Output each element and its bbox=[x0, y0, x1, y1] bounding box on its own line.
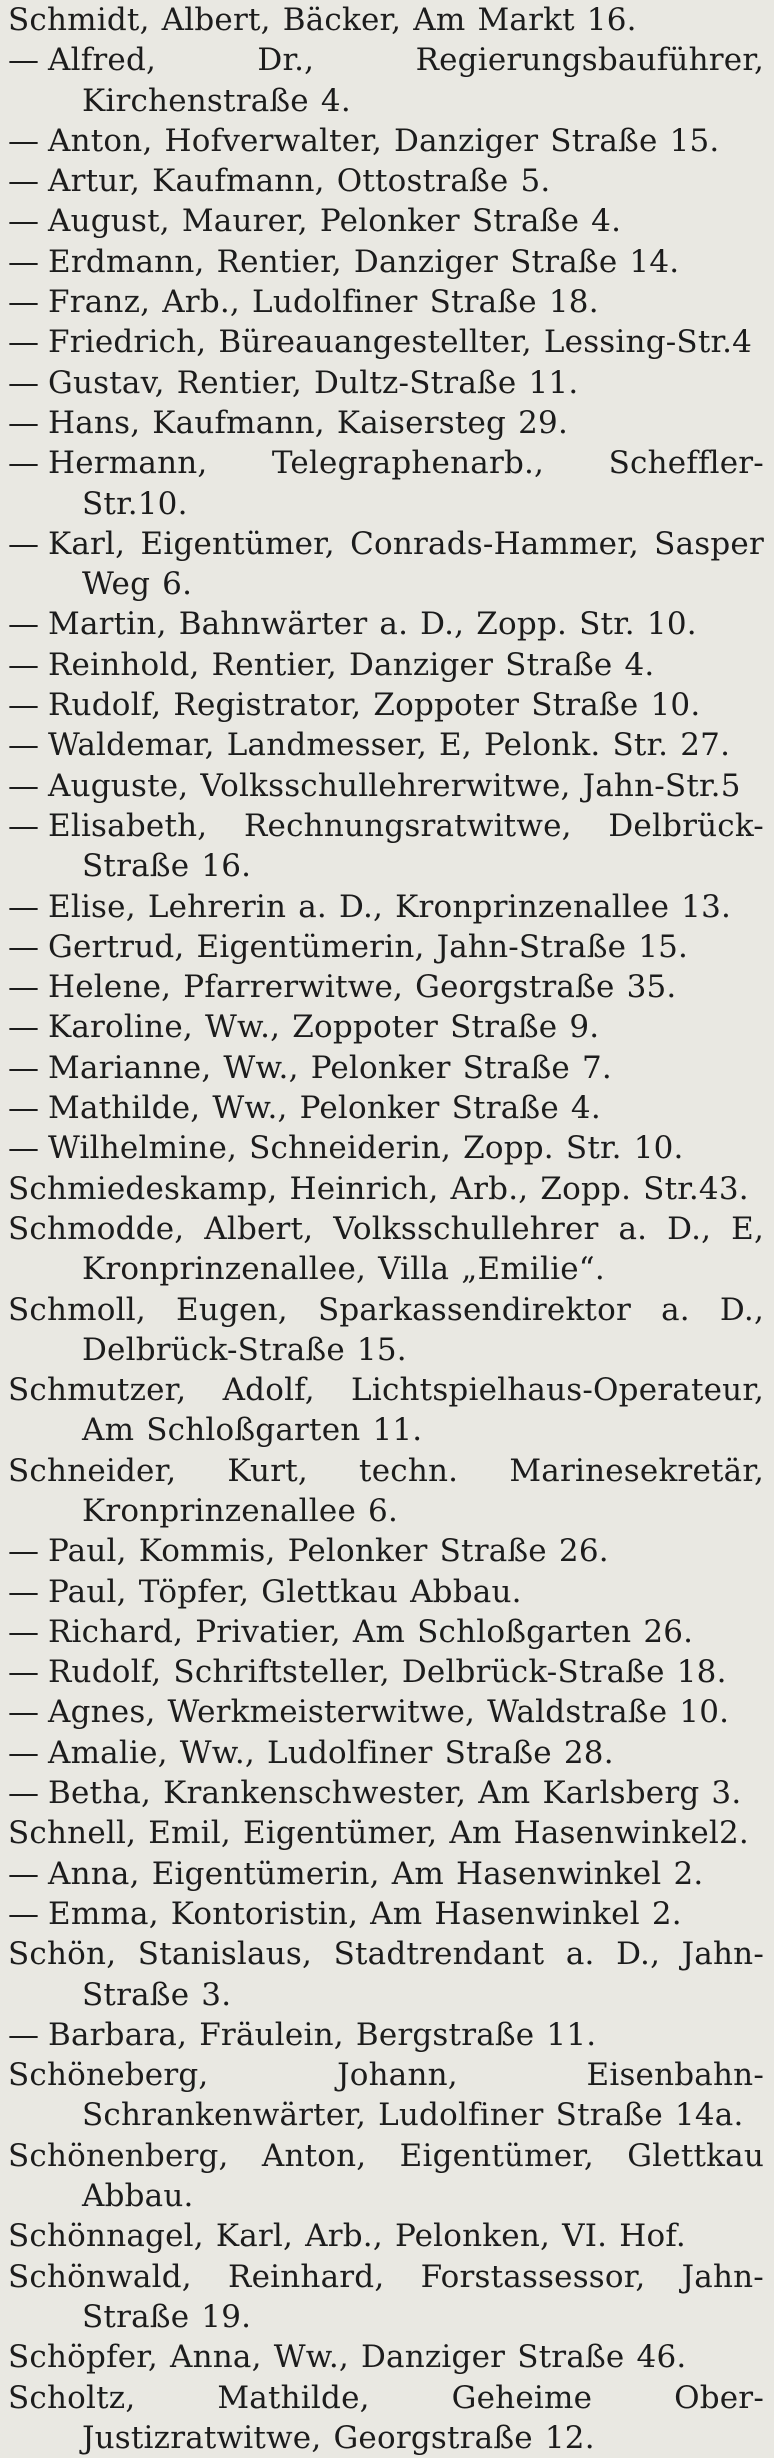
entry-text: Karl, Eigentümer, Conrads-Hammer, Sasper Weg 6. bbox=[48, 525, 764, 603]
entry-text: Hermann, Telegraphenarb., Scheffler-Str.10. bbox=[48, 445, 764, 522]
continuation-entry bbox=[8, 40, 764, 121]
entry-text: Elise, Lehrerin a. D., Kronprinzenallee 13. bbox=[48, 888, 732, 925]
ditto-dash: — bbox=[8, 1613, 38, 1650]
surname-entry bbox=[8, 1290, 764, 1371]
entry-text: Artur, Kaufmann, Ottostraße 5. bbox=[48, 163, 551, 200]
entry-text: Rudolf, Schriftsteller, Delbrück-Straße 18. bbox=[48, 1654, 727, 1691]
entry-text: Reinhold, Rentier, Danziger Straße 4. bbox=[48, 646, 655, 683]
continuation-entry bbox=[8, 967, 764, 1007]
entry-text: Schönenberg, Anton, Eigentümer, Glettkau Abbau. bbox=[8, 2137, 764, 2215]
entry-text: Scholtz, Mathilde, Geheime Ober-Justizratwitwe, Georgstraße 12. bbox=[8, 2379, 764, 2456]
entry-text: Agnes, Werkmeisterwitwe, Waldstraße 10. bbox=[48, 1694, 730, 1731]
entry-text: Friedrich, Büreauangestellter, Lessing-Str.4 bbox=[48, 324, 753, 361]
entry-text: Schmidt, Albert, Bäcker, Am Markt 16. bbox=[8, 2, 637, 38]
entry-text: Mathilde, Ww., Pelonker Straße 4. bbox=[48, 1090, 601, 1127]
surname-entry bbox=[8, 1934, 764, 2015]
ditto-dash: — bbox=[8, 1130, 38, 1167]
continuation-entry bbox=[8, 1612, 764, 1652]
ditto-dash: — bbox=[8, 243, 38, 280]
entry-text: Schnell, Emil, Eigentümer, Am Hasenwinkel2. bbox=[8, 1815, 749, 1852]
ditto-dash: — bbox=[8, 1855, 38, 1892]
entry-text: Schmiedeskamp, Heinrich, Arb., Zopp. Str.43. bbox=[8, 1170, 749, 1207]
surname-entry bbox=[8, 1169, 764, 1209]
ditto-dash: — bbox=[8, 1895, 38, 1932]
ditto-dash: — bbox=[8, 2016, 38, 2053]
continuation-entry bbox=[8, 1652, 764, 1692]
entry-text: Gustav, Rentier, Dultz-Straße 11. bbox=[48, 364, 579, 401]
continuation-entry bbox=[8, 2015, 764, 2055]
ditto-dash: — bbox=[8, 1654, 38, 1691]
ditto-dash: — bbox=[8, 525, 38, 562]
entry-text: Schöneberg, Johann, Eisenbahn-Schrankenwärter, Ludolfiner Straße 14a. bbox=[8, 2057, 764, 2134]
ditto-dash: — bbox=[8, 646, 38, 683]
continuation-entry bbox=[8, 1048, 764, 1088]
entry-text: Wilhelmine, Schneiderin, Zopp. Str. 10. bbox=[48, 1130, 684, 1167]
entry-text: August, Maurer, Pelonker Straße 4. bbox=[48, 203, 622, 240]
continuation-entry bbox=[8, 1088, 764, 1128]
continuation-entry bbox=[8, 524, 764, 605]
entry-text: Paul, Töpfer, Glettkau Abbau. bbox=[48, 1573, 522, 1610]
continuation-entry bbox=[8, 1733, 764, 1773]
entry-text: Gertrud, Eigentümerin, Jahn-Straße 15. bbox=[48, 928, 689, 965]
entry-text: Karoline, Ww., Zoppoter Straße 9. bbox=[48, 1009, 600, 1046]
entry-text: Betha, Krankenschwester, Am Karlsberg 3. bbox=[48, 1775, 742, 1812]
directory-entries bbox=[8, 0, 764, 2458]
surname-entry bbox=[8, 1370, 764, 1451]
continuation-entry bbox=[8, 443, 764, 524]
continuation-entry bbox=[8, 1531, 764, 1571]
continuation-entry bbox=[8, 1007, 764, 1047]
ditto-dash: — bbox=[8, 324, 38, 361]
continuation-entry bbox=[8, 282, 764, 322]
entry-text: Alfred, Dr., Regierungsbauführer, Kirchenstraße 4. bbox=[48, 42, 764, 119]
entry-text: Schönwald, Reinhard, Forstassessor, Jahn-Straße 19. bbox=[8, 2258, 764, 2335]
continuation-entry bbox=[8, 645, 764, 685]
continuation-entry bbox=[8, 201, 764, 241]
entry-text: Hans, Kaufmann, Kaisersteg 29. bbox=[48, 404, 569, 441]
ditto-dash: — bbox=[8, 928, 38, 965]
continuation-entry bbox=[8, 806, 764, 887]
ditto-dash: — bbox=[8, 606, 38, 643]
surname-entry bbox=[8, 1813, 764, 1853]
ditto-dash: — bbox=[8, 1090, 38, 1127]
continuation-entry bbox=[8, 927, 764, 967]
continuation-entry bbox=[8, 1894, 764, 1934]
ditto-dash: — bbox=[8, 687, 38, 724]
entry-text: Anna, Eigentümerin, Am Hasenwinkel 2. bbox=[48, 1855, 704, 1892]
entry-text: Rudolf, Registrator, Zoppoter Straße 10. bbox=[48, 687, 701, 724]
continuation-entry bbox=[8, 322, 764, 362]
surname-entry bbox=[8, 0, 764, 40]
surname-entry bbox=[8, 2337, 764, 2377]
ditto-dash: — bbox=[8, 284, 38, 321]
continuation-entry bbox=[8, 725, 764, 765]
entry-text: Marianne, Ww., Pelonker Straße 7. bbox=[48, 1049, 612, 1086]
continuation-entry bbox=[8, 121, 764, 161]
continuation-entry bbox=[8, 1692, 764, 1732]
ditto-dash: — bbox=[8, 122, 38, 159]
surname-entry bbox=[8, 2378, 764, 2458]
entry-text: Schneider, Kurt, techn. Marinesekretär, Kronprinzenallee 6. bbox=[8, 1452, 764, 1529]
continuation-entry bbox=[8, 363, 764, 403]
ditto-dash: — bbox=[8, 445, 38, 482]
continuation-entry bbox=[8, 604, 764, 644]
entry-text: Schönnagel, Karl, Arb., Pelonken, VI. Hof. bbox=[8, 2218, 686, 2255]
surname-entry bbox=[8, 1451, 764, 1532]
ditto-dash: — bbox=[8, 404, 38, 441]
entry-text: Emma, Kontoristin, Am Hasenwinkel 2. bbox=[48, 1895, 682, 1932]
entry-text: Schmoll, Eugen, Sparkassendirektor a. D., Delbrück-Straße 15. bbox=[8, 1291, 764, 1368]
surname-entry bbox=[8, 2216, 764, 2256]
ditto-dash: — bbox=[8, 42, 38, 79]
ditto-dash: — bbox=[8, 1009, 38, 1046]
ditto-dash: — bbox=[8, 807, 38, 844]
entry-text: Erdmann, Rentier, Danziger Straße 14. bbox=[48, 243, 680, 280]
entry-text: Paul, Kommis, Pelonker Straße 26. bbox=[48, 1533, 609, 1570]
entry-text: Waldemar, Landmesser, E, Pelonk. Str. 27. bbox=[48, 727, 731, 764]
entry-text: Franz, Arb., Ludolfiner Straße 18. bbox=[48, 284, 599, 321]
entry-text: Richard, Privatier, Am Schloßgarten 26. bbox=[48, 1613, 694, 1650]
continuation-entry bbox=[8, 887, 764, 927]
ditto-dash: — bbox=[8, 1694, 38, 1731]
continuation-entry bbox=[8, 685, 764, 725]
surname-entry bbox=[8, 2257, 764, 2338]
continuation-entry bbox=[8, 766, 764, 806]
entry-text: Schmodde, Albert, Volksschullehrer a. D., E, Kronprinzenallee, Villa „Emilie“. bbox=[8, 1210, 764, 1288]
entry-text: Anton, Hofverwalter, Danziger Straße 15. bbox=[48, 122, 720, 159]
ditto-dash: — bbox=[8, 767, 38, 804]
entry-text: Barbara, Fräulein, Bergstraße 11. bbox=[48, 2016, 597, 2053]
ditto-dash: — bbox=[8, 163, 38, 200]
continuation-entry bbox=[8, 1572, 764, 1612]
continuation-entry bbox=[8, 1128, 764, 1168]
entry-text: Helene, Pfarrerwitwe, Georgstraße 35. bbox=[48, 969, 677, 1006]
entry-text: Martin, Bahnwärter a. D., Zopp. Str. 10. bbox=[48, 606, 697, 643]
surname-entry bbox=[8, 2055, 764, 2136]
ditto-dash: — bbox=[8, 1573, 38, 1610]
ditto-dash: — bbox=[8, 364, 38, 401]
continuation-entry bbox=[8, 161, 764, 201]
ditto-dash: — bbox=[8, 1775, 38, 1812]
entry-text: Schöpfer, Anna, Ww., Danziger Straße 46. bbox=[8, 2339, 687, 2376]
ditto-dash: — bbox=[8, 1049, 38, 1086]
entry-text: Amalie, Ww., Ludolfiner Straße 28. bbox=[48, 1734, 614, 1771]
ditto-dash: — bbox=[8, 1533, 38, 1570]
ditto-dash: — bbox=[8, 888, 38, 925]
surname-entry bbox=[8, 2136, 764, 2217]
continuation-entry bbox=[8, 403, 764, 443]
surname-entry bbox=[8, 1209, 764, 1290]
entry-text: Elisabeth, Rechnungsratwitwe, Delbrück-Straße 16. bbox=[48, 807, 764, 885]
entry-text: Auguste, Volksschullehrerwitwe, Jahn-Str.5 bbox=[48, 767, 741, 804]
entry-text: Schön, Stanislaus, Stadtrendant a. D., Jahn-Straße 3. bbox=[8, 1936, 764, 2013]
continuation-entry bbox=[8, 1854, 764, 1894]
continuation-entry bbox=[8, 242, 764, 282]
ditto-dash: — bbox=[8, 727, 38, 764]
ditto-dash: — bbox=[8, 969, 38, 1006]
ditto-dash: — bbox=[8, 203, 38, 240]
ditto-dash: — bbox=[8, 1734, 38, 1771]
entry-text: Schmutzer, Adolf, Lichtspielhaus-Operateur, Am Schloßgarten 11. bbox=[8, 1372, 764, 1449]
continuation-entry bbox=[8, 1773, 764, 1813]
